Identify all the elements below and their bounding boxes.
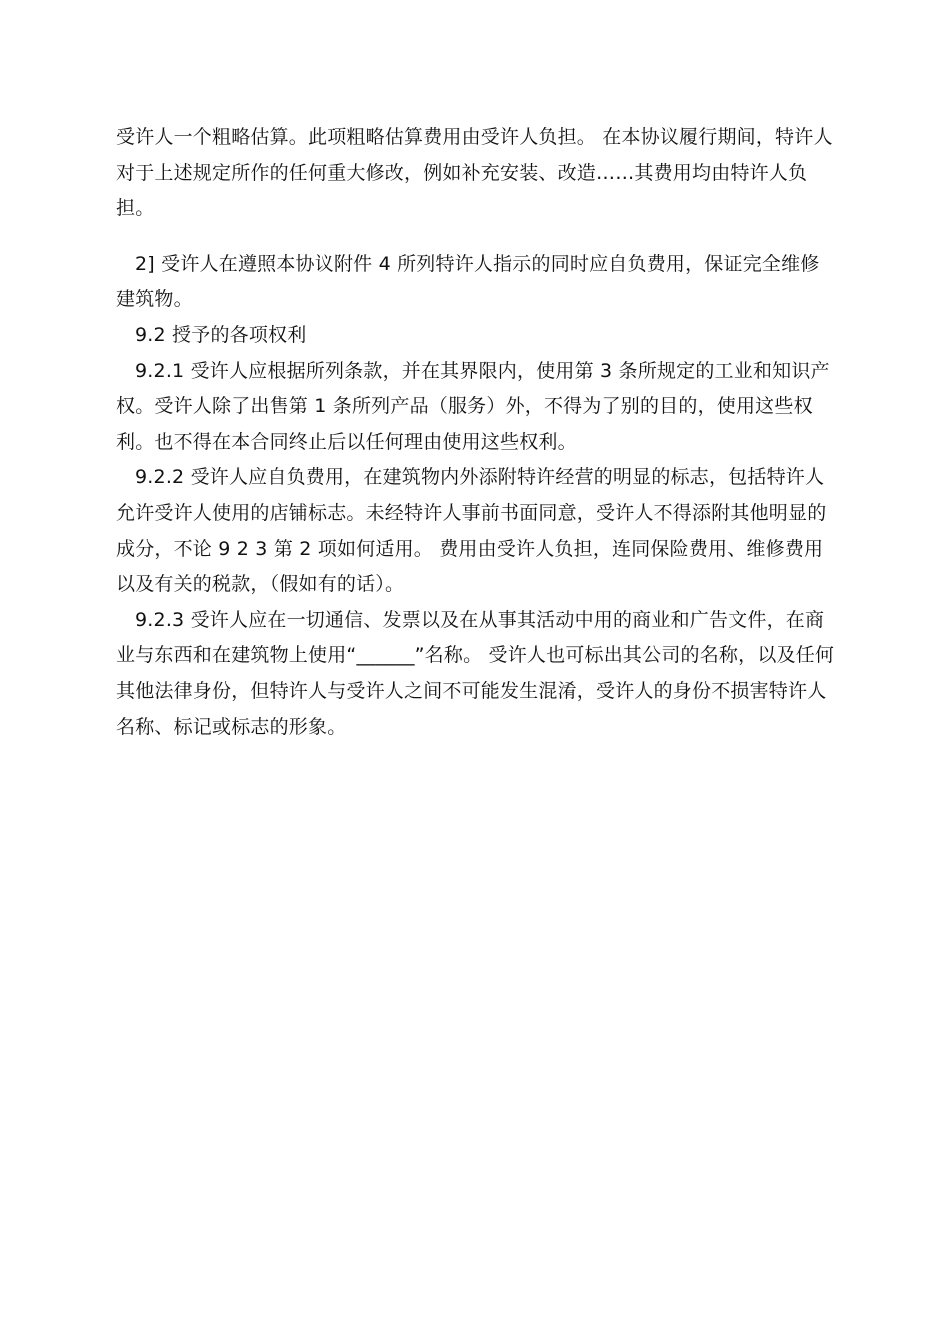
paragraph-maintenance: 2] 受许人在遵照本协议附件 4 所列特许人指示的同时应自负费用，保证完全维修建筑物。 [116, 252, 820, 311]
clause-9-2-2: 9.2.2 受许人应自负费用，在建筑物内外添附特许经营的明显的标志，包括特许人允许受许人使用的店铺标志。未经特许人事前书面同意，受许人不得添附其他明显的成分，不论 9 2 3 第 2 项如何适用。 费用由受许人负担，连同保险费用、维修费用以及有关的税款，（假如有的话）。 [116, 466, 827, 596]
document-body [116, 120, 838, 745]
paragraph-cost-estimate: 受许人一个粗略估算。此项粗略估算费用由受许人负担。 在本协议履行期间，特许人对于上述规定所作的任何重大修改，例如补充安装、改造……其费用均由特许人负担。 [116, 126, 833, 220]
paragraph-spacer [116, 227, 838, 247]
section-heading-9-2: 9.2 授予的各项权利 [135, 323, 307, 346]
clause-9-2-3: 9.2.3 受许人应在一切通信、发票以及在从事其活动中用的商业和广告文件，在商业与东西和在建筑物上使用“______”名称。 受许人也可标出其公司的名称，以及任何其他法律身份，但特许人与受许人之间不可能发生混淆，受许人的身份不损害特许人名称、标记或标志的形象。 [116, 608, 835, 738]
clause-9-2-1: 9.2.1 受许人应根据所列条款，并在其界限内，使用第 3 条所规定的工业和知识产权。受许人除了出售第 1 条所列产品（服务）外，不得为了别的目的，使用这些权利。也不得在本合同终止后以任何理由使用这些权利。 [116, 359, 830, 453]
